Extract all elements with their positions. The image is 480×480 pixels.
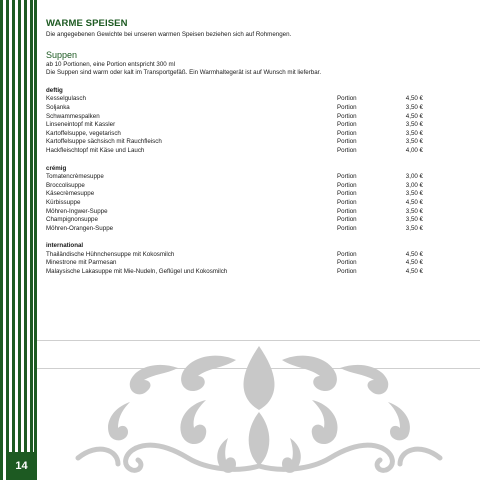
menu-item xyxy=(46,147,466,156)
item-unit: Portion xyxy=(337,121,357,129)
item-price: 4,50 € xyxy=(405,259,423,267)
menu-item xyxy=(46,113,466,122)
item-unit: Portion xyxy=(337,250,357,258)
category-title: crémig xyxy=(46,164,67,172)
item-unit: Portion xyxy=(337,216,357,224)
item-unit: Portion xyxy=(337,207,357,215)
floral-ornament xyxy=(38,338,480,480)
item-name: Möhren-Orangen-Suppe xyxy=(46,224,114,232)
menu-item xyxy=(46,121,466,130)
menu-item xyxy=(46,104,466,113)
item-name: Minestrone mit Parmesan xyxy=(46,259,117,267)
menu-item xyxy=(46,182,466,191)
item-name: Thailändische Hühnchensuppe mit Kokosmilch xyxy=(46,250,175,258)
menu-content xyxy=(46,18,466,277)
item-name: Kartoffelsuppe sächsisch mit Rauchfleisch xyxy=(46,138,162,146)
item-price: 3,50 € xyxy=(405,103,423,111)
item-name: Linseneintopf mit Kassler xyxy=(46,121,116,129)
page-title: WARME SPEISEN xyxy=(46,18,128,29)
item-unit: Portion xyxy=(337,129,357,137)
item-unit: Portion xyxy=(337,146,357,154)
menu-item xyxy=(46,251,466,260)
menu-item xyxy=(46,130,466,139)
item-unit: Portion xyxy=(337,198,357,206)
section-deftig xyxy=(46,87,466,156)
menu-item xyxy=(46,208,466,217)
item-name: Kartoffelsuppe, vegetarisch xyxy=(46,129,121,137)
item-price: 3,50 € xyxy=(405,138,423,146)
menu-item xyxy=(46,190,466,199)
menu-item xyxy=(46,199,466,208)
menu-item xyxy=(46,225,466,234)
item-name: Kesselgulasch xyxy=(46,95,86,103)
menu-item xyxy=(46,268,466,277)
stripe-border xyxy=(34,0,37,480)
delivery-note: Die Suppen sind warm oder kalt im Transportgefäß. Ein Warmhaltegerät ist auf Wunsch mit lieferbar. xyxy=(46,69,322,77)
item-price: 4,50 € xyxy=(405,250,423,258)
item-unit: Portion xyxy=(337,112,357,120)
item-name: Malaysische Lakasuppe mit Mie-Nudeln, Geflügel und Kokosmilch xyxy=(46,268,228,276)
category-title: international xyxy=(46,242,84,250)
item-name: Möhren-Ingwer-Suppe xyxy=(46,207,108,215)
item-price: 4,50 € xyxy=(405,112,423,120)
item-price: 4,50 € xyxy=(405,95,423,103)
item-name: Schwammespalken xyxy=(46,112,100,120)
portion-note: ab 10 Portionen, eine Portion entspricht 300 ml xyxy=(46,60,175,68)
item-unit: Portion xyxy=(337,138,357,146)
item-price: 3,50 € xyxy=(405,121,423,129)
item-name: Hackfleischtopf mit Käse und Lauch xyxy=(46,146,145,154)
menu-item xyxy=(46,138,466,147)
item-name: Kürbissuppe xyxy=(46,198,81,206)
decorative-stripes xyxy=(0,0,34,480)
menu-item xyxy=(46,216,466,225)
item-price: 3,50 € xyxy=(405,224,423,232)
item-unit: Portion xyxy=(337,103,357,111)
item-price: 4,50 € xyxy=(405,268,423,276)
item-unit: Portion xyxy=(337,181,357,189)
item-price: 4,50 € xyxy=(405,198,423,206)
section-international xyxy=(46,242,466,276)
section-cremig xyxy=(46,165,466,234)
menu-item xyxy=(46,259,466,268)
item-price: 3,00 € xyxy=(405,181,423,189)
item-unit: Portion xyxy=(337,190,357,198)
category-title: deftig xyxy=(46,86,63,94)
item-name: Soljanka xyxy=(46,103,70,111)
item-unit: Portion xyxy=(337,259,357,267)
menu-item xyxy=(46,173,466,182)
item-price: 3,50 € xyxy=(405,216,423,224)
item-price: 3,50 € xyxy=(405,207,423,215)
section-heading-suppen: Suppen xyxy=(46,49,78,60)
item-name: Broccolisuppe xyxy=(46,181,85,189)
item-unit: Portion xyxy=(337,224,357,232)
page-number: 14 xyxy=(6,452,37,480)
item-unit: Portion xyxy=(337,173,357,181)
item-unit: Portion xyxy=(337,95,357,103)
item-price: 3,50 € xyxy=(405,129,423,137)
item-unit: Portion xyxy=(337,268,357,276)
item-name: Champignonsuppe xyxy=(46,216,98,224)
item-name: Tomatencrèmesuppe xyxy=(46,173,104,181)
menu-item xyxy=(46,95,466,104)
intro-text: Die angegebenen Gewichte bei unseren warmen Speisen beziehen sich auf Rohmengen. xyxy=(46,31,292,38)
item-name: Käsecrèmesuppe xyxy=(46,190,95,198)
item-price: 4,00 € xyxy=(405,146,423,154)
item-price: 3,00 € xyxy=(405,173,423,181)
item-price: 3,50 € xyxy=(405,190,423,198)
